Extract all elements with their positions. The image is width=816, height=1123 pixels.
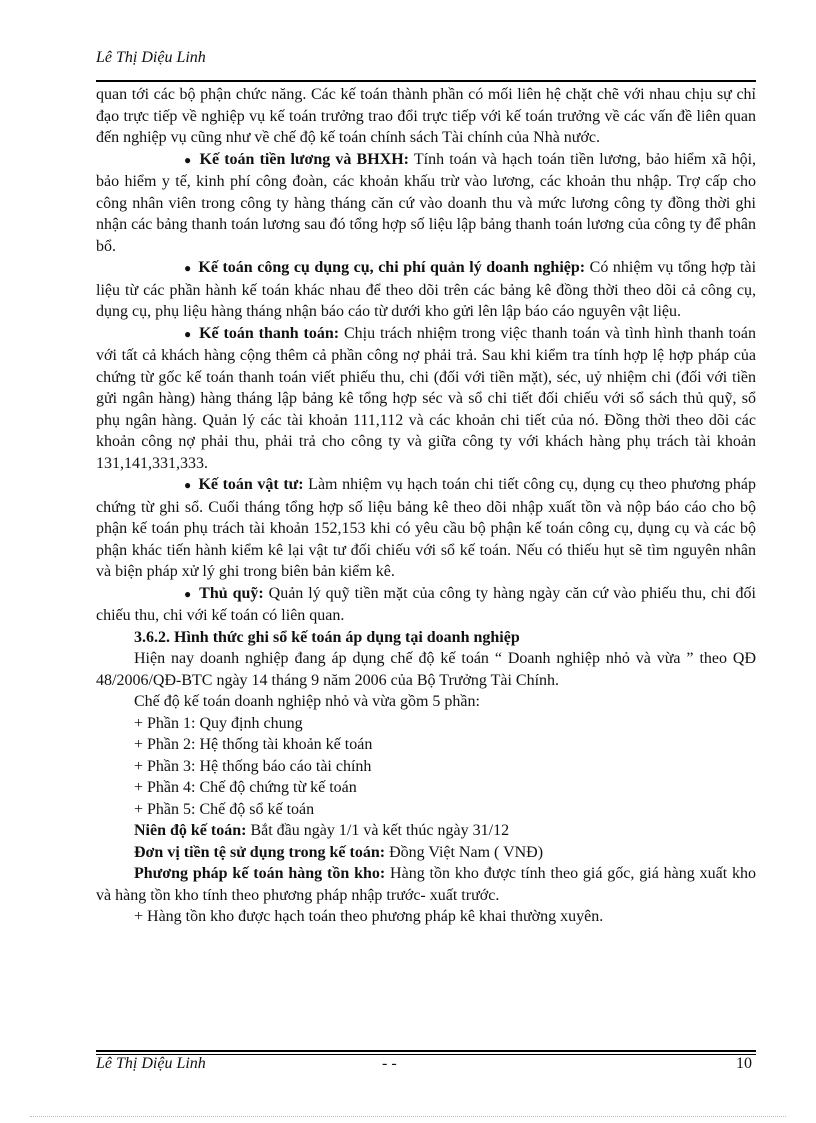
bullet-title: Kế toán công cụ dụng cụ, chi phí quản lý doanh nghiệp:: [198, 259, 586, 276]
page-number: 10: [736, 1055, 752, 1072]
bullet-icon: ●: [184, 152, 193, 167]
paragraph-regime: Hiện nay doanh nghiệp đang áp dụng chế độ kế toán “ Doanh nghiệp nhỏ và vừa ” theo QĐ 48/2006/QĐ-BTC ngày 14 tháng 9 năm 2006 của Bộ Trưởng Tài Chính.: [96, 650, 756, 689]
bullet-title: Kế toán vật tư:: [198, 476, 304, 493]
paragraph-intro: quan tới các bộ phận chức năng. Các kế toán thành phần có mối liên hệ chặt chẽ với nhau chịu sự chỉ đạo trực tiếp về nghiệp vụ kế toán trưởng trao đổi trực tiếp với kế toán trưởng về các vấn đề liên quan đến nghiệp vụ cũng như về chế độ kế toán chính sách Tài chính của Nhà nước.: [96, 86, 756, 146]
page-edge-dots: [30, 1116, 786, 1117]
paragraph-last: + Hàng tồn kho được hạch toán theo phương pháp kê khai thường xuyên.: [134, 908, 604, 925]
currency-text: Đồng Việt Nam ( VNĐ): [385, 843, 544, 861]
fiscal-year-label: Niên độ kế toán:: [134, 822, 247, 839]
list-item: + Phần 1: Quy định chung: [134, 714, 303, 732]
section-heading: 3.6.2. Hình thức ghi sổ kế toán áp dụng tại doanh nghiệp: [134, 628, 520, 646]
bullet-title: Kế toán thanh toán:: [199, 324, 340, 342]
footer-author: Lê Thị Diệu Linh: [96, 1055, 206, 1072]
currency-line: [96, 842, 756, 864]
header-author: Lê Thị Diệu Linh: [96, 49, 206, 66]
list-item: + Phần 2: Hệ thống tài khoản kế toán: [134, 736, 373, 753]
bullet-text: Làm nhiệm vụ hạch toán chi tiết công cụ, dụng cụ theo phương pháp chứng từ ghi sổ. Cuối tháng tổng hợp số liệu bảng kê theo dõi nhập xuất tồn và nộp báo cáo cho bộ phận kế toán phụ trách tài khoản 152,153 khi có yêu cầu bộ phận kế toán công cụ, dụng cụ và các bộ phận khác tiến hành kiểm kê lại vật tư đối chiếu với sổ kế toán. Nếu có thiếu hụt sẽ tìm nguyên nhân và biện pháp xử lý ghi trong biên bản kiểm kê.: [96, 476, 757, 580]
bullet-text: Quản lý quỹ tiền mặt của công ty hàng ngày căn cứ vào phiếu thu, chi đối chiếu thu, chi với kế toán có liên quan.: [96, 584, 756, 624]
footer-divider: [96, 1050, 756, 1052]
footer-center-mark: - -: [382, 1055, 397, 1072]
bullet-title: Thủ quỹ:: [199, 584, 264, 602]
currency-label: Đơn vị tiền tệ sử dụng trong kế toán:: [134, 843, 386, 861]
fiscal-year-text: Bắt đầu ngày 1/1 và kết thúc ngày 31/12: [246, 822, 510, 839]
bullet-icon: ●: [184, 326, 193, 341]
list-item: + Phần 5: Chế độ sổ kế toán: [134, 800, 315, 818]
bullet-text: Tính toán và hạch toán tiền lương, bảo hiểm xã hội, bảo hiểm y tế, kinh phí công đoàn, các khoản khấu trừ vào lương, các khoản thu nhập. Trợ cấp cho công nhân viên trong công ty hàng tháng căn cứ vào doanh thu và mức lương công ty đồng thời ghi nhận các bảng thanh toán lương sau đó tổng hợp số liệu lập bảng thanh toán lương của công ty để phân bổ.: [96, 150, 757, 255]
bullet-cashier: [96, 583, 756, 627]
bullet-text: Chịu trách nhiệm trong việc thanh toán và tình hình thanh toán với tất cả khách hàng cộng thêm cả phần công nợ phải trả. Sau khi kiểm tra tính hợp lệ hợp pháp của chứng từ gốc kế toán thanh toán viết phiếu thu, chi (đối với tiền mặt), séc, uỷ nhiệm chi (đối với tiền gửi ngân hàng) hàng tháng lập bảng kê tổng hợp séc và sổ chi tiết đối chiếu với sổ sách thủ quỹ, sổ phụ ngân hàng. Quản lý các tài khoản 111,112 và các khoản chi tiết của nó. Đồng thời theo dõi các khoản công nợ phải thu, phải trả cho công ty và giữa công ty với khách hàng phụ trách tài khoản 131,141,331,333.: [96, 324, 757, 472]
inventory-label: Phương pháp kế toán hàng tồn kho:: [134, 865, 386, 882]
page-body: [96, 84, 756, 928]
bullet-icon: ●: [184, 261, 192, 275]
header-divider: [96, 80, 756, 82]
inventory-text: Hàng tồn kho được tính theo giá gốc, giá hàng xuất kho và hàng tồn kho tính theo phương pháp nhập trước- xuất trước.: [96, 865, 756, 904]
bullet-icon: ●: [184, 478, 192, 492]
bullet-payment: [96, 323, 756, 475]
bullet-title: Kế toán tiền lương và BHXH:: [199, 150, 409, 168]
fiscal-year-line: [96, 820, 756, 842]
list-item: + Phần 3: Hệ thống báo cáo tài chính: [134, 757, 372, 775]
bullet-salary: [96, 149, 756, 258]
list-item: + Phần 4: Chế độ chứng từ kế toán: [134, 779, 357, 796]
bullet-tools: [96, 257, 756, 323]
bullet-icon: ●: [184, 586, 193, 601]
bullet-text: Có nhiệm vụ tổng hợp tài liệu từ các phần hành kế toán khác nhau để theo dõi trên các bảng kê đồng thời theo dõi cả công cụ, dụng cụ, phụ liệu hàng tháng nhận báo cáo từ dưới kho gửi lên lập báo cáo nguyên vật liệu.: [96, 259, 757, 320]
paragraph-parts-intro: Chế độ kế toán doanh nghiệp nhỏ và vừa gồm 5 phần:: [134, 693, 480, 710]
inventory-line: [96, 863, 756, 906]
bullet-materials: [96, 474, 756, 583]
